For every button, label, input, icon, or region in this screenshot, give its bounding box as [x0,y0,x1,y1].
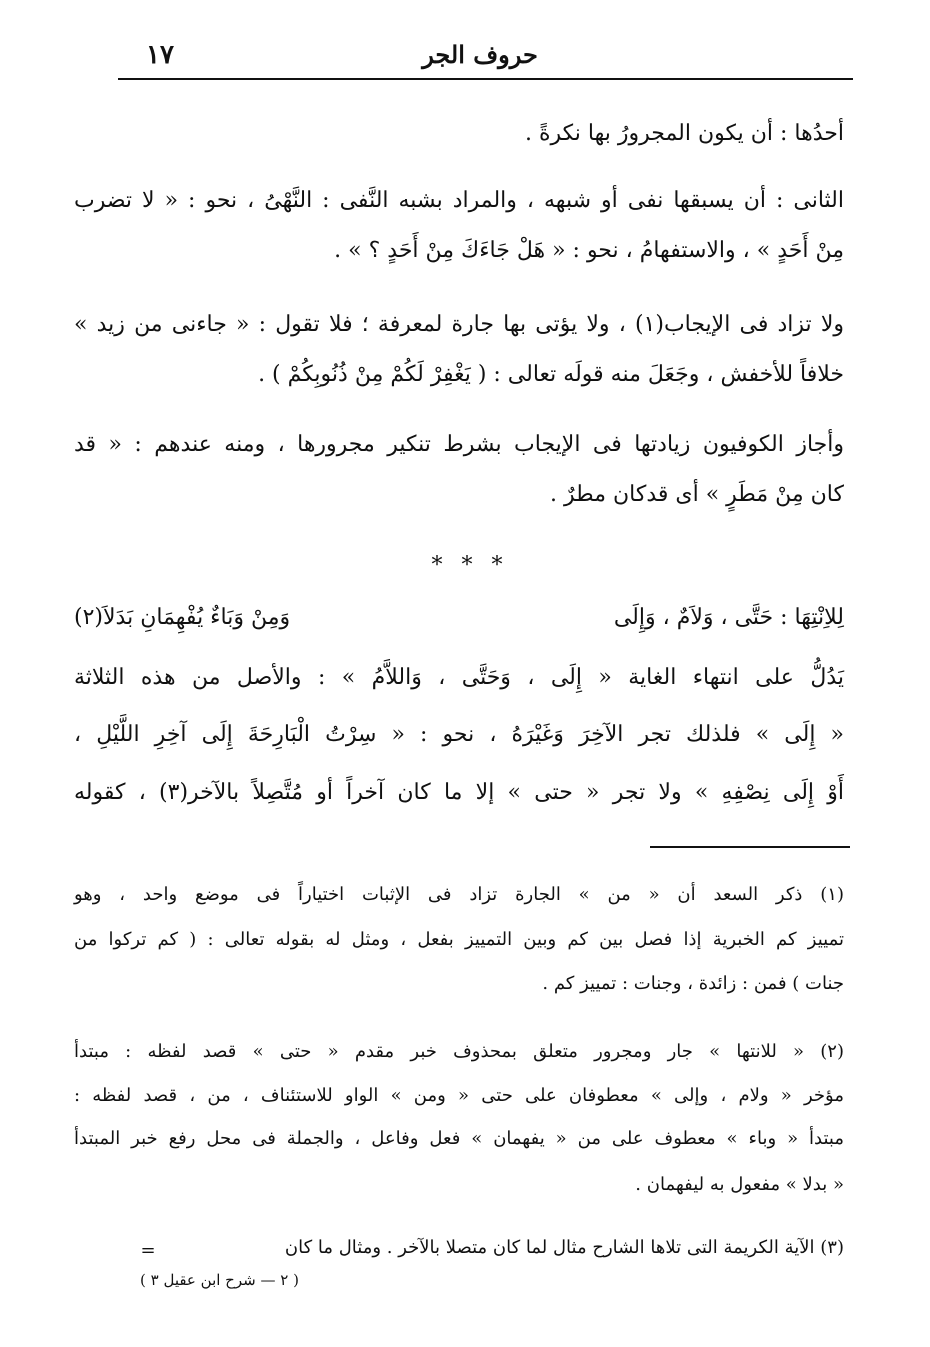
footnote-2-line-1: (٢) « للانتها » جار ومجرور متعلق بمحذوف خبر مقدم « حتى » قصد لفظه : مبتدأ [74,1041,844,1062]
footnote-2-line-4: « بدلا » مفعول به ليفهمان . [635,1174,844,1195]
verse-hemistich-1: لِلاِنْتِهَا : حَتَّى ، وَلاَمٌ ، وَإِلَى [613,605,844,630]
footnote-3-line-1: (٣) الآية الكريمة التى تلاها الشارح مثال لما كان متصلا بالآخر . ومثال ما كان [284,1237,844,1258]
printer-signature: ( ٢ — شرح ابن عقيل ٣ ) [140,1271,299,1289]
paragraph-2-line-2: مِنْ أَحَدٍ » ، والاستفهامُ ، نحو : « هَلْ جَاءَكَ مِنْ أَحَدٍ ؟ » . [334,238,844,263]
footnote-1-line-3: جنات ) فمن : زائدة ، وجنات : تمييز كم . [542,973,844,994]
footnote-1-line-2: تمييز كم الخبرية إذا فصل بين كم وبين التمييز بفعل ، ومثل له بقوله تعالى : ( كم تركوا من [74,929,844,950]
footnote-divider [650,846,850,848]
verse-line [74,605,844,630]
continuation-mark: = [140,1240,156,1261]
section-separator: * * * [431,553,509,578]
paragraph-3-line-1: ولا تزاد فى الإيجاب(١) ، ولا يؤتى بها جارة لمعرفة ؛ فلا تقول : « جاءنى من زيد » [74,312,844,337]
paragraph-3-line-2: خلافاً للأخفش ، وجَعَلَ منه قولَه تعالى : ( يَغْفِرْ لَكُمْ مِنْ ذُنُوبِكُمْ ) . [258,362,844,387]
paragraph-5-line-1: يَدُلُّ على انتهاء الغاية « إِلَى ، وَحَتَّى ، وَاللاَّمُ » : والأصل من هذه الثلاثة [74,665,844,690]
footnote-2-line-3: مبتدأ « وباء » معطوف على من « يفهمان » فعل وفاعل ، والجملة فى محل رفع خبر المبتدأ [74,1128,844,1149]
page-number: ١٧ [146,40,174,70]
paragraph-4-line-2: كان مِنْ مَطَرٍ » أى قدكان مطرٌ . [550,482,844,507]
page-title: حروف الجر [422,40,538,69]
verse-hemistich-2: وَمِنْ وَبَاءٌ يُفْهِمَانِ بَدَلاَ(٢) [74,605,291,630]
paragraph-5-line-2: « إِلَى » فلذلك تجر الآخِرَ وَغَيْرَهُ ، نحو : « سِرْتُ الْبَارِحَةَ إِلَى آخِرِ اللَّيْلِ ، [74,722,844,747]
header-divider [118,78,853,80]
paragraph-2-line-1: الثانى : أن يسبقها نفى أو شبهه ، والمراد بشبه النَّفى : النَّهْىُ ، نحو : « لا تضرب [74,188,844,213]
footnote-2-line-2: مؤخر « ولام ، وإلى » معطوفان على حتى « ومن » الواو للاستئناف ، من ، قصد لفظه : [74,1085,844,1106]
paragraph-5-line-3: أَوْ إِلَى نِصْفِهِ » ولا تجر « حتى » إلا ما كان آخراً أو مُتَّصِلاً بالآخر(٣) ، كقوله [74,780,844,805]
footnote-1-line-1: (١) ذكر السعد أن « من » الجارة تزاد فى الإثبات اختياراً فى موضع واحد ، وهو [74,884,844,905]
paragraph-4-line-1: وأجاز الكوفيون زيادتها فى الإيجاب بشرط تنكير مجرورها ، ومنه عندهم : « قد [74,432,844,457]
paragraph-1-line: أحدُها : أن يكون المجرورُ بها نكرةً . [524,121,844,146]
